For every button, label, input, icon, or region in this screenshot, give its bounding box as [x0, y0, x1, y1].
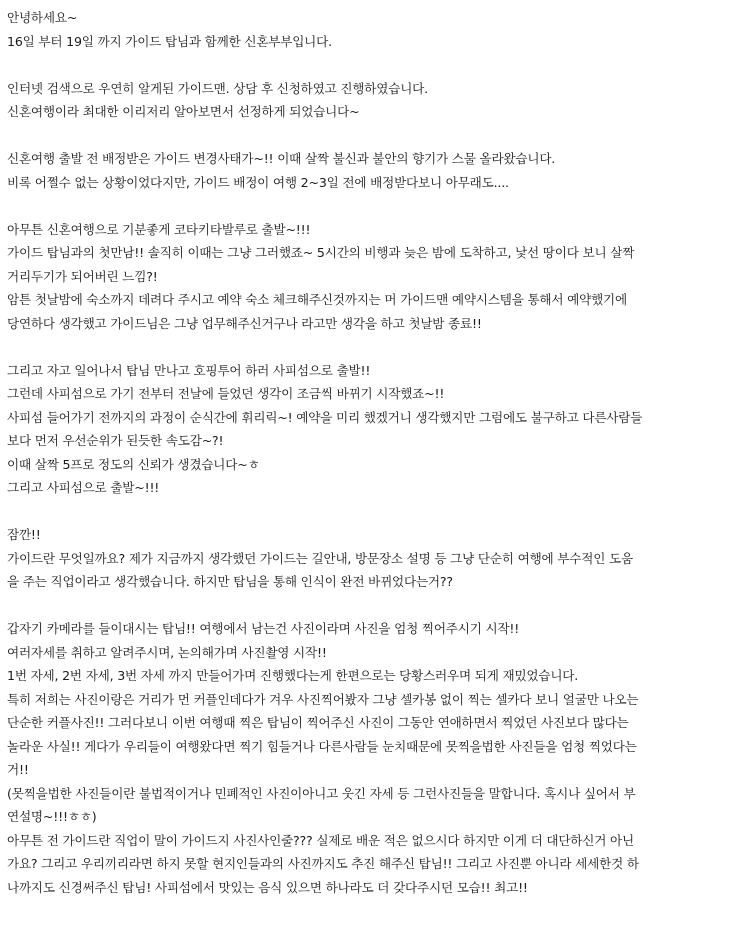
text-line: 안녕하세요~: [7, 10, 78, 25]
text-line: 암튼 첫날밤에 숙소까지 데려다 주시고 예약 숙소 체크해주신것까지는 머 가이드맨 예약시스템을 통해서 예약했기에: [7, 292, 627, 307]
review-document: [7, 6, 735, 899]
paragraph: [7, 218, 735, 336]
text-line: 여러자세를 취하고 알려주시며, 논의해가며 사진촬영 시작!!: [7, 644, 327, 660]
paragraph: [7, 359, 735, 500]
text-line: 가이드 탑님과의 첫만남!! 솔직히 이때는 그냥 그러했죠~ 5시간의 비행과 늦은 밤에 도착하고, 낯선 땅이다 보니 살짝: [7, 245, 635, 260]
text-line: 비록 어쩔수 없는 상황이었다지만, 가이드 배정이 여행 2~3일 전에 배정받다보니 아무래도....: [7, 174, 509, 190]
text-line: 나까지도 신경써주신 탑님! 사피섬에서 맛있는 음식 있으면 하나라도 더 갖다주시던 모습!! 최고!!: [7, 879, 528, 895]
text-line: 가요? 그리고 우리끼리라면 하지 못할 현지인들과의 사진까지도 추진 해주신 탑님!! 그리고 사진뿐 아니라 세세한것 하: [7, 856, 639, 871]
paragraph: [7, 523, 735, 594]
text-line: 사피섬 들어가기 전까지의 과정이 순식간에 휘리릭~! 예약을 미리 했겠거니 생각했지만 그럼에도 불구하고 다른사람들: [7, 409, 643, 425]
text-line: 그런데 사피섬으로 가기 전부터 전날에 들었던 생각이 조금씩 바뀌기 시작했죠~!!: [7, 386, 445, 401]
text-line: 가이드란 무엇일까요? 제가 지금까지 생각했던 가이드는 길안내, 방문장소 설명 등 그냥 단순히 여행에 부수적인 도움: [7, 550, 633, 566]
text-line: 거리두기가 되어버린 느낌?!: [7, 268, 158, 284]
text-line: 당연하다 생각했고 가이드님은 그냥 업무해주신거구나 라고만 생각을 하고 첫날밤 종료!!: [7, 315, 482, 331]
text-line: 16일 부터 19일 까지 가이드 탑님과 함께한 신혼부부입니다.: [7, 33, 332, 49]
text-line: 잠깐!!: [7, 527, 41, 542]
text-line: 보다 먼저 우선순위가 된듯한 속도감~?!: [7, 433, 224, 448]
text-line: 그리고 자고 일어나서 탑님 만나고 호핑투어 하러 사피섬으로 출발!!: [7, 362, 371, 378]
text-line: 아무튼 신혼여행으로 기분좋게 코타키타발루로 출발~!!!: [7, 221, 311, 237]
text-line: 놀라운 사실!! 게다가 우리들이 여행왔다면 찍기 힘들거나 다른사람들 눈치때문에 못찍을법한 사진들을 엄청 찍었다는: [7, 738, 637, 754]
text-line: 그리고 사피섬으로 출발~!!!: [7, 480, 160, 495]
text-line: 연설명~!!!ㅎㅎ): [7, 809, 97, 824]
text-line: 아무튼 전 가이드란 직업이 말이 가이드지 사진사인줄??? 실제로 배운 적은 없으시다 하지만 이게 더 대단하신거 아닌: [7, 832, 634, 848]
text-line: 신혼여행 출발 전 배정받은 가이드 변경사태가~!! 이때 살짝 불신과 불안의 향기가 스물 올라왔습니다.: [7, 151, 556, 166]
text-line: 인터넷 검색으로 우연히 알게된 가이드맨. 상담 후 신청하였고 진행하였습니다.: [7, 80, 428, 96]
text-line: 특히 저희는 사진이랑은 거리가 먼 커플인데다가 겨우 사진찍어봤자 그냥 셀카봉 없이 찍는 셀카다 보니 얼굴만 나오는: [7, 691, 639, 707]
text-line: 을 주는 직업이라고 생각했습니다. 하지만 탑님을 통해 인식이 완전 바뀌었다는거??: [7, 574, 453, 589]
paragraph: [7, 77, 735, 124]
text-line: 신혼여행이라 최대한 이리저리 알아보면서 선정하게 되었습니다~: [7, 104, 360, 119]
text-line: 거!!: [7, 762, 29, 777]
paragraph: [7, 6, 735, 53]
text-line: 이때 살짝 5프로 정도의 신뢰가 생겼습니다~ㅎ: [7, 456, 260, 472]
text-line: (못찍을법한 사진들이란 불법적이거나 민폐적인 사진이아니고 웃긴 자세 등 그런사진들을 말합니다. 혹시나 싶어서 부: [7, 785, 636, 801]
text-line: 단순한 커플사진!! 그러다보니 이번 여행때 찍은 탑님이 찍어주신 사진이 그동안 연애하면서 찍었던 사진보다 많다는: [7, 715, 629, 730]
paragraph: [7, 617, 735, 899]
text-line: 1번 자세, 2번 자세, 3번 자세 까지 만들어가며 진행했다는게 한편으로는 당황스러우며 되게 재밌었습니다.: [7, 668, 579, 683]
paragraph: [7, 147, 735, 194]
text-line: 갑자기 카메라를 들이대시는 탑님!! 여행에서 남는건 사진이라며 사진을 엄청 찍어주시기 시작!!: [7, 621, 520, 636]
